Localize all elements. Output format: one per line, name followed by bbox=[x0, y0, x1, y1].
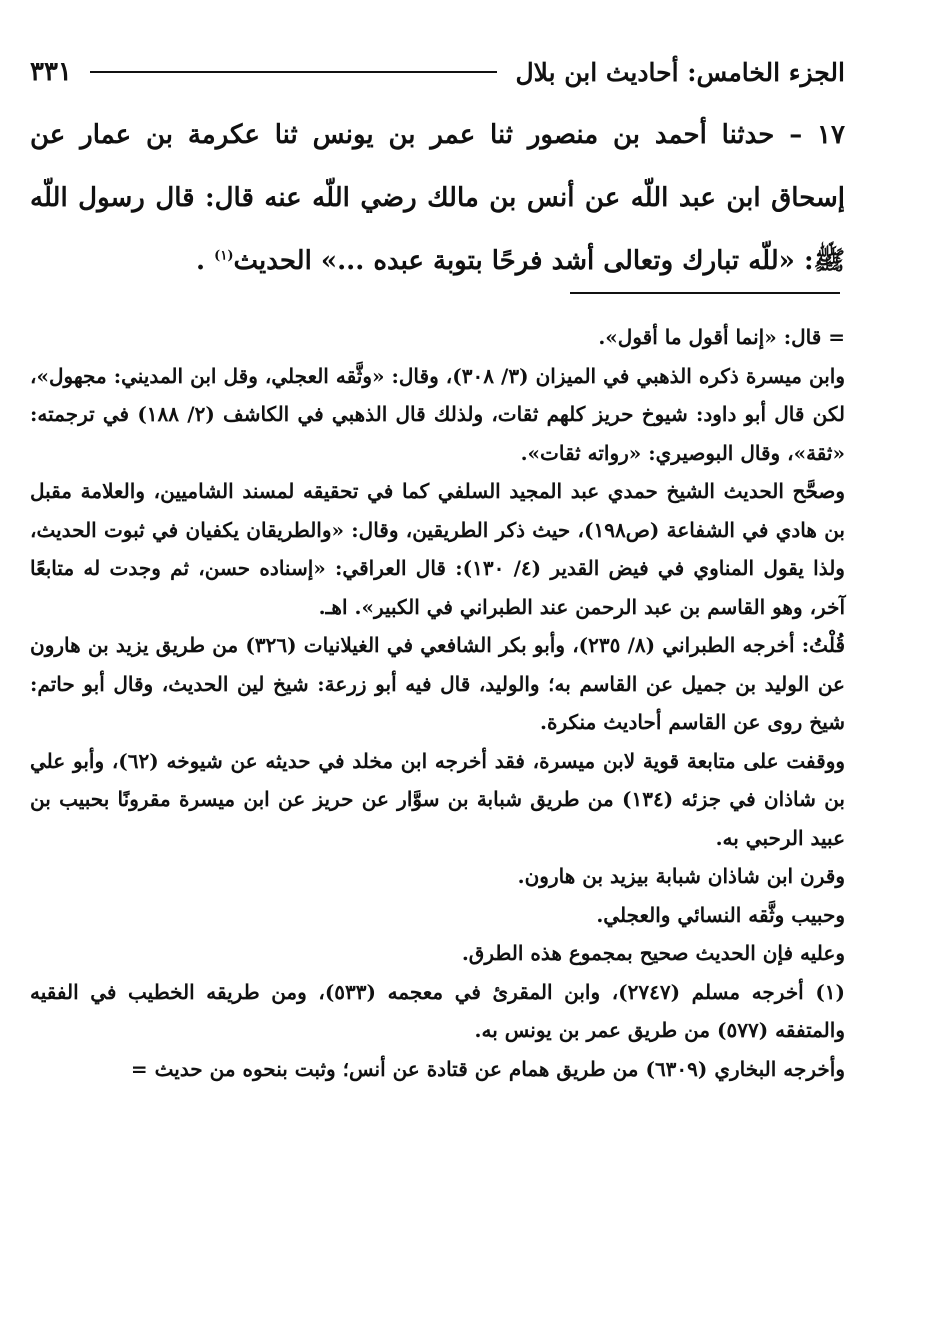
page-number: ٣٣١ bbox=[30, 57, 72, 87]
note-paragraph: ووقفت على متابعة قوية لابن ميسرة، فقد أخرجه ابن مخلد في حديثه عن شيوخه (٦٢)، وأبو علي بن شاذان في جزئه (١٣٤) من طريق شبابة بن سوَّار عن حريز عن ابن ميسرة مقرونًا بحبيب بن عبيد الرحبي به. bbox=[30, 748, 846, 850]
header-rule bbox=[90, 71, 498, 73]
hadith-body: حدثنا أحمد بن منصور ثنا عمر بن يونس ثنا عكرمة بن عمار عن إسحاق ابن عبد اللّه عن أنس بن مالك رضي اللّه عنه قال: قال رسول اللّه ﷺ: «للّه تبارك وتعالى أشد فرحًا بتوبة عبده ...» الحديث bbox=[30, 120, 845, 276]
page-header bbox=[30, 52, 845, 92]
note-paragraph: وقرن ابن شاذان شبابة بيزيد بن هارون. bbox=[517, 864, 845, 888]
footnote-marker: (١) bbox=[214, 248, 234, 264]
note-paragraph: وصحَّح الحديث الشيخ حمدي عبد المجيد السلفي كما في تحقيقه لمسند الشاميين، والعلامة مقبل بن هادي في الشفاعة (ص١٩٨)، حيث ذكر الطريقين، وقال: «والطريقان يكفيان في ثبوت الحديث، ولذا يقول المناوي في فيض القدير (٤/ ١٣٠): قال العراقي: «إسناده حسن، ثم وجدت له متابعًا آخر، وهو القاسم بن عبد الرحمن عند الطبراني في الكبير». اهـ. bbox=[30, 479, 845, 619]
note-paragraph: وحبيب وثَّقه النسائي والعجلي. bbox=[596, 902, 845, 927]
footnotes bbox=[30, 318, 845, 1088]
running-title: الجزء الخامس: أحاديث ابن بلال bbox=[515, 57, 845, 87]
note-paragraph: وعليه فإن الحديث صحيح بمجموع هذه الطرق. bbox=[461, 941, 845, 965]
note-paragraph: وابن ميسرة ذكره الذهبي في الميزان (٣/ ٣٠٨)، وقال: «وثَّقه العجلي، وقل ابن المديني: مجهول»، لكن قال أبو داود: شيوخ حريز كلهم ثقات، ولذلك قال الذهبي في الكاشف (٢/ ١٨٨) في ترجمته: «ثقة»، وقال البوصيري: «رواته ثقات». bbox=[30, 363, 845, 465]
hadith-end: . bbox=[196, 246, 206, 276]
footnote-separator bbox=[570, 292, 840, 294]
note-paragraph: وأخرجه البخاري (٦٣٠٩) من طريق همام عن قتادة عن أنس؛ وثبت بنحوه من حديث = bbox=[130, 1056, 845, 1081]
hadith-number: ١٧ – bbox=[789, 120, 845, 150]
hadith-text bbox=[30, 104, 845, 293]
footnote-1: (١) أخرجه مسلم (٢٧٤٧)، وابن المقرئ في معجمه (٥٣٣)، ومن طريقه الخطيب في الفقيه والمتفقه (٥٧٧) من طريق عمر بن يونس به. bbox=[30, 979, 846, 1042]
note-paragraph: قُلْتُ: أخرجه الطبراني (٨/ ٢٣٥)، وأبو بكر الشافعي في الغيلانيات (٣٢٦) من طريق يزيد بن هارون عن الوليد بن جميل عن القاسم به؛ والوليد، قال فيه أبو زرعة: شيخ لين الحديث، وقال أبو حاتم: شيخ روى عن القاسم أحاديث منكرة. bbox=[30, 633, 845, 734]
note-paragraph: = قال: «إنما أقول ما أقول». bbox=[598, 325, 845, 349]
